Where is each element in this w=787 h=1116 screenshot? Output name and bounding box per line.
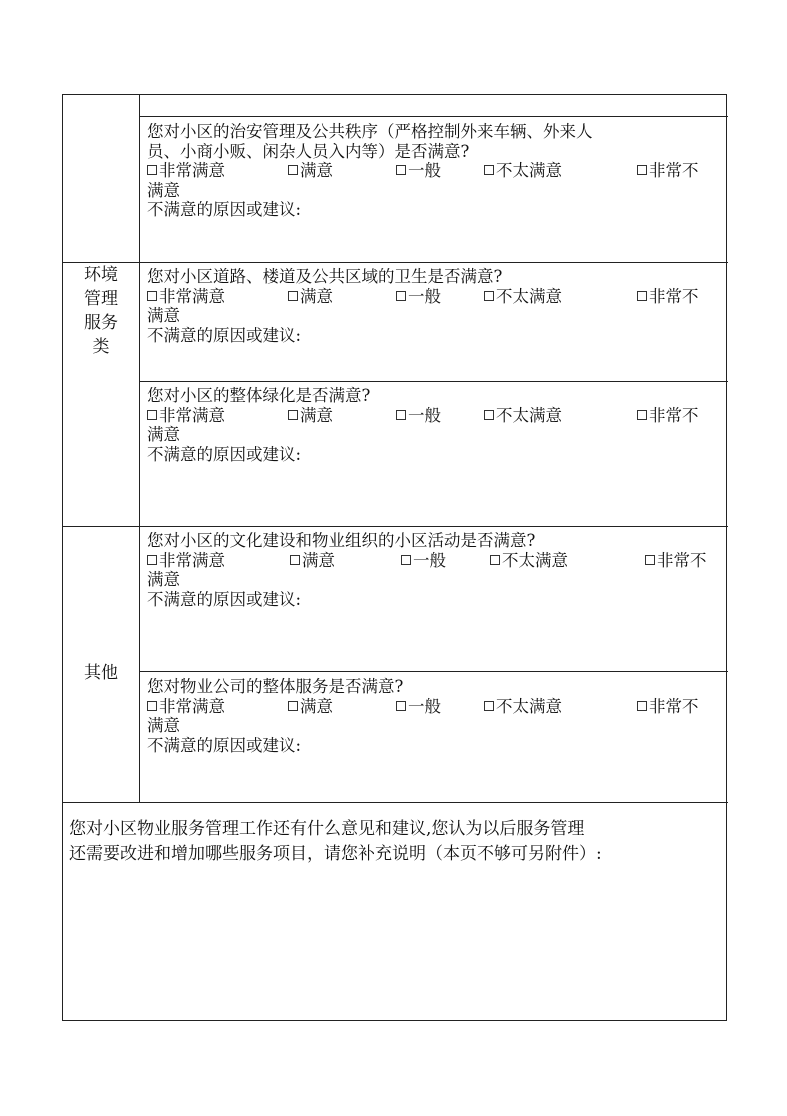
option-label: 满意: [300, 405, 333, 425]
checkbox-icon[interactable]: [396, 410, 406, 420]
checkbox-icon[interactable]: [147, 165, 157, 175]
option-label: 一般: [408, 286, 441, 306]
option-label: 非常满意: [159, 286, 225, 306]
option-satisfied[interactable]: [290, 551, 335, 571]
option-not-very-satisfied[interactable]: [484, 406, 562, 426]
row-divider: [139, 381, 728, 382]
option-wrap-text: 满意: [147, 425, 180, 444]
row-divider: [139, 116, 728, 117]
answer-options: [147, 161, 722, 181]
question-text: 您对小区的文化建设和物业组织的小区活动是否满意?: [147, 531, 536, 550]
checkbox-icon[interactable]: [290, 555, 300, 565]
option-label: 非常不: [649, 696, 699, 716]
option-label: 一般: [413, 550, 446, 570]
option-label: 不太满意: [496, 405, 562, 425]
question-text: 您对小区的治安管理及公共秩序（严格控制外来车辆、外来人 员、小商小贩、闲杂人员入内等）是否满意?: [147, 122, 593, 161]
answer-options: [147, 551, 722, 571]
checkbox-icon[interactable]: [288, 165, 298, 175]
category-other: 其他: [84, 663, 118, 683]
option-not-very-satisfied[interactable]: [490, 551, 568, 571]
reason-label: 不满意的原因或建议:: [147, 444, 302, 464]
checkbox-icon[interactable]: [288, 291, 298, 301]
answer-options: [147, 406, 722, 426]
checkbox-icon[interactable]: [147, 410, 157, 420]
option-label: 非常不: [657, 550, 707, 570]
reason-label: 不满意的原因或建议:: [147, 589, 302, 609]
option-label: 一般: [408, 405, 441, 425]
suggestion-answer-area[interactable]: [63, 870, 726, 1020]
checkbox-icon[interactable]: [484, 291, 494, 301]
option-not-very-satisfied[interactable]: [484, 697, 562, 717]
checkbox-icon[interactable]: [490, 555, 500, 565]
option-label: 不太满意: [496, 161, 562, 180]
option-wrap-text: 满意: [147, 180, 180, 200]
checkbox-icon[interactable]: [147, 701, 157, 711]
option-label: 一般: [408, 161, 441, 180]
option-label: 不太满意: [496, 696, 562, 716]
checkbox-icon[interactable]: [147, 555, 157, 565]
checkbox-icon[interactable]: [401, 555, 411, 565]
checkbox-icon[interactable]: [288, 701, 298, 711]
option-very-dissatisfied[interactable]: [637, 697, 699, 717]
option-label: 满意: [300, 696, 333, 716]
option-satisfied[interactable]: [288, 287, 333, 307]
option-label: 非常不: [649, 161, 699, 180]
question-block: [147, 267, 722, 345]
option-average[interactable]: [396, 161, 441, 181]
option-wrap-text: 满意: [147, 306, 180, 325]
option-average[interactable]: [401, 551, 446, 571]
checkbox-icon[interactable]: [637, 165, 647, 175]
question-text: 您对小区的整体绿化是否满意?: [147, 386, 371, 405]
option-label: 非常不: [649, 286, 699, 306]
option-label: 不太满意: [496, 286, 562, 306]
option-label: 一般: [408, 696, 441, 716]
option-label: 满意: [300, 286, 333, 306]
checkbox-icon[interactable]: [484, 701, 494, 711]
reason-label: 不满意的原因或建议:: [147, 200, 302, 219]
survey-table: [62, 94, 727, 1021]
option-very-satisfied[interactable]: [147, 697, 225, 717]
option-average[interactable]: [396, 697, 441, 717]
checkbox-icon[interactable]: [637, 701, 647, 711]
checkbox-icon[interactable]: [396, 291, 406, 301]
option-average[interactable]: [396, 406, 441, 426]
option-average[interactable]: [396, 287, 441, 307]
category-environment: 环境 管理 服务 类: [84, 265, 118, 357]
reason-label: 不满意的原因或建议:: [147, 735, 302, 755]
question-block: [147, 531, 722, 609]
answer-options: [147, 287, 722, 307]
checkbox-icon[interactable]: [147, 291, 157, 301]
checkbox-icon[interactable]: [484, 410, 494, 420]
suggestion-prompt: 您对小区物业服务管理工作还有什么意见和建议,您认为以后服务管理 还需要改进和增加哪些服务项目，请您补充说明（本页不够可另附件）:: [69, 819, 602, 864]
option-not-very-satisfied[interactable]: [484, 161, 562, 181]
option-wrap-text: 满意: [147, 570, 180, 589]
column-divider: [139, 95, 140, 802]
option-very-satisfied[interactable]: [147, 287, 225, 307]
option-label: 不太满意: [502, 550, 568, 570]
option-label: 非常不: [649, 405, 699, 425]
option-label: 满意: [300, 161, 333, 180]
row-divider: [139, 671, 728, 672]
checkbox-icon[interactable]: [484, 165, 494, 175]
checkbox-icon[interactable]: [288, 410, 298, 420]
option-very-dissatisfied[interactable]: [637, 287, 699, 307]
option-label: 非常满意: [159, 696, 225, 716]
option-not-very-satisfied[interactable]: [484, 287, 562, 307]
option-label: 满意: [302, 550, 335, 570]
option-very-satisfied[interactable]: [147, 551, 225, 571]
question-block: [147, 677, 722, 755]
question-block: [147, 122, 722, 220]
question-text: 您对小区道路、楼道及公共区域的卫生是否满意?: [147, 267, 503, 286]
option-label: 非常满意: [159, 550, 225, 570]
option-very-satisfied[interactable]: [147, 406, 225, 426]
question-block: [147, 386, 722, 464]
answer-options: [147, 697, 722, 717]
checkbox-icon[interactable]: [637, 410, 647, 420]
checkbox-icon[interactable]: [396, 701, 406, 711]
option-very-dissatisfied[interactable]: [645, 551, 707, 571]
checkbox-icon[interactable]: [637, 291, 647, 301]
option-wrap-text: 满意: [147, 716, 180, 735]
option-very-satisfied[interactable]: [147, 161, 225, 181]
option-satisfied[interactable]: [288, 697, 333, 717]
option-label: 非常满意: [159, 405, 225, 425]
option-satisfied[interactable]: [288, 161, 333, 181]
option-very-dissatisfied[interactable]: [637, 406, 699, 426]
checkbox-icon[interactable]: [645, 555, 655, 565]
option-satisfied[interactable]: [288, 406, 333, 426]
row-divider: [63, 526, 728, 527]
row-divider: [63, 802, 728, 803]
option-label: 非常满意: [159, 161, 225, 180]
reason-label: 不满意的原因或建议:: [147, 325, 302, 345]
option-very-dissatisfied[interactable]: [637, 161, 699, 181]
question-text: 您对物业公司的整体服务是否满意?: [147, 677, 404, 696]
row-divider: [63, 262, 728, 263]
checkbox-icon[interactable]: [396, 165, 406, 175]
